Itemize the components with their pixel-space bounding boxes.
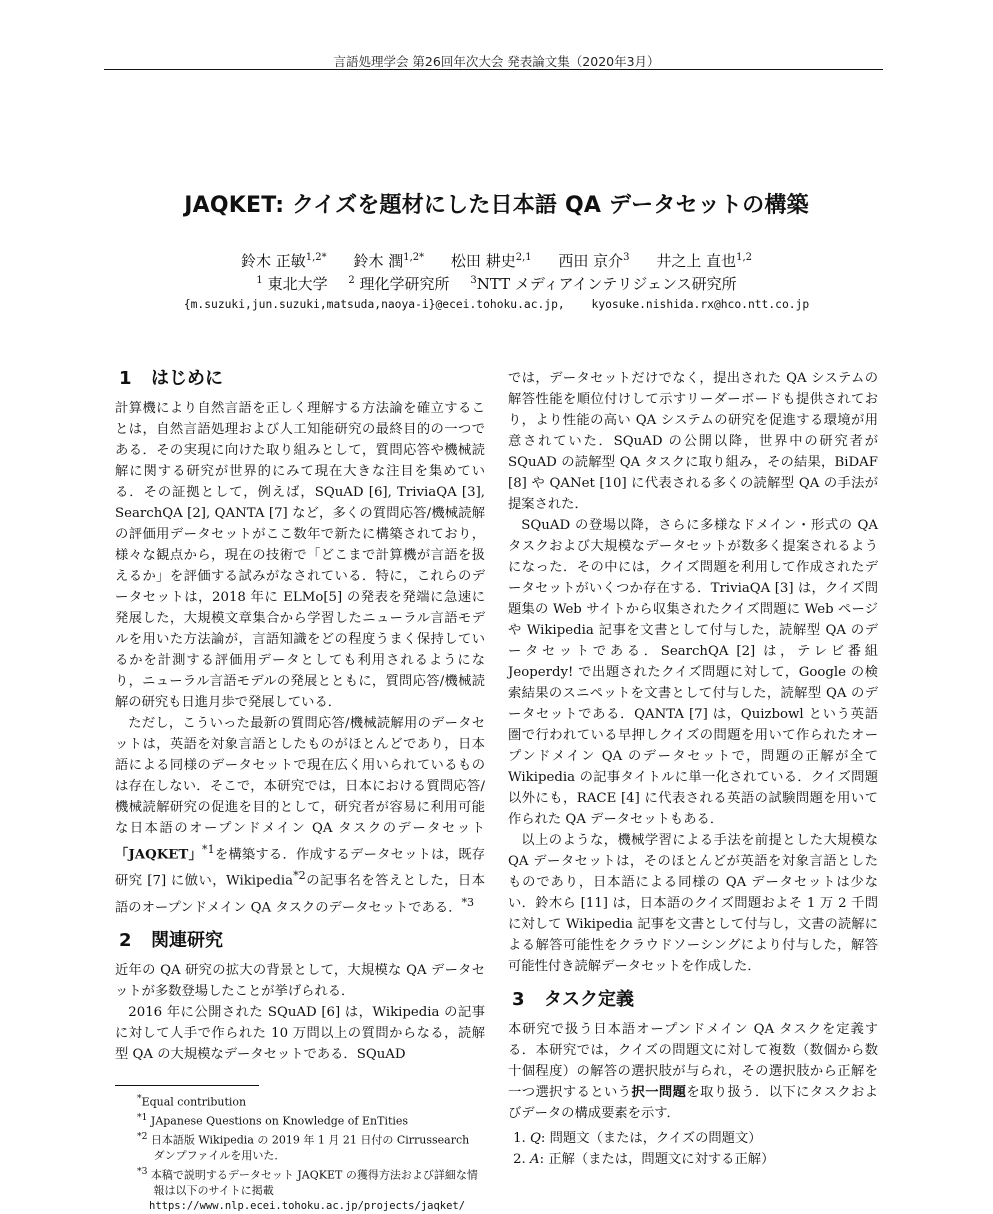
list-item: 1. Q: 問題文（または，クイズの問題文）	[530, 1128, 878, 1149]
paragraph: SQuAD の登場以降，さらに多様なドメイン・形式の QA タスクおよび大規模なデータセットが数多く提案されるようになった．その中には，クイズ問題を利用して作成されたデータセットがいくつか存在する．TriviaQA [3] は，クイズ問題集の Web サイトから収集されたクイズ問題に Web ページや Wikipedia 記事を文書として付与した，読解型 QA のデータセットである．SearchQA [2] は，テレビ番組 Jeoperdy! で出題されたクイズ問題に対して，Google の検索結果のスニペットを文書として付与した，読解型 QA のデータセットである．QANTA [7] は，Quizbowl という英語圏で行われている早押しクイズの問題を用いて作られたオープンドメイン QA のデータセットで，問題の正解が全て Wikipedia の記事タイトルに単一化されている．クイズ問題以外にも，RACE [4] に代表される英語の試験問題を用いて作られた QA データセットもある．	[508, 518, 878, 827]
email: {m.suzuki,jun.suzuki,matsuda,naoya-i}@ecei.tohoku.ac.jp,	[183, 298, 565, 311]
footnote: $^{*3}$ 本稿で説明するデータセット JAQKET の獲得方法および詳細な情報は以下のサイトに掲載	[137, 1165, 478, 1198]
dataset-name: 「JAQKET」	[115, 847, 203, 863]
paragraph: ただし，こういった最新の質問応答/機械読解用のデータセットは，英語を対象言語としたものがほとんどであり，日本語による同様のデータセットで現在広く用いられているものは存在しない．そこで，本研究では，日本における質問応答/機械読解研究の促進を目的として，研究者が容易に利用可能な日本語のオープンドメイン QA タスクのデータセット「JAQKET」$^{*1}$を構築する．作成するデータセットは，既存研究 [7] に倣い，Wikipedia$^{*2}$の記事名を答えとした，日本語のオープンドメイン QA タスクのデータセットである．$^{*3}$	[115, 716, 486, 916]
left-column	[115, 362, 485, 1065]
footnote: $^{*1}$ JApanese Questions on Knowledge of EnTities	[137, 1112, 409, 1128]
author: 鈴木 潤$^{1,2*}$	[353, 252, 425, 270]
paragraph: 近年の QA 研究の拡大の背景として，大規模な QA データセットが多数登場したことが挙げられる．	[115, 963, 485, 1000]
task-element-list	[508, 1128, 878, 1170]
email-line	[0, 298, 993, 311]
paragraph: 本研究で扱う日本語オープンドメイン QA タスクを定義する．本研究では，クイズの問題文に対して複数（数個から数十個程度）の解答の選択肢が与られ，その選択肢から正解を一つ選択するという択一問題を取り扱う．以下にタスクおよびデータの構成要素を示す．	[508, 1022, 879, 1121]
section-heading: 1 はじめに	[119, 368, 223, 389]
footnotes	[137, 1091, 482, 1214]
paragraph: 計算機により自然言語を正しく理解する方法論を確立することは，自然言語処理および人工知能研究の最終目的の一つである．その実現に向けた取り組みとして，質問応答や機械読解に関する研究が世界的にみて現在大きな注目を集めている．その証拠として，例えば，SQuAD [6], TriviaQA [3], SearchQA [2], QANTA [7] など，多くの質問応答/機械読解の評価用データセットがここ数年で新たに構築されており，様々な観点から，現在の技術で「どこまで計算機が言語を扱えるか」を評価する試みがなされている．特に，これらのデータセットは，2018 年に ELMo[5] の発表を発端に急速に発展した，大規模文章集合から学習したニューラル言語モデルを用いた方法論が，言語知識をどの程度うまく保持しているかを計測する評価用データとしても利用されるようになり，ニューラル言語モデルの発展とともに，質問応答/機械読解の研究も日進月歩で発展している．	[115, 401, 485, 710]
section-heading: 3 タスク定義	[512, 989, 634, 1010]
paper-title: JAQKET: クイズを題材にした日本語 QA データセットの構築	[184, 193, 809, 218]
email: kyosuke.nishida.rx@hco.ntt.co.jp	[591, 298, 810, 311]
footnote: *Equal contribution	[137, 1093, 247, 1109]
running-head: 言語処理学会 第26回年次大会 発表論文集（2020年3月）	[333, 54, 660, 69]
header-rule	[104, 69, 883, 70]
affiliation: $^3$NTT メディアインテリジェンス研究所	[470, 275, 737, 293]
paragraph: 2016 年に公開された SQuAD [6] は，Wikipedia の記事に対して人手で作られた 10 万問以上の質問からなる，読解型 QA の大規模なデータセットである．SQuAD	[115, 1005, 485, 1063]
footnote-url[interactable]: https://www.nlp.ecei.tohoku.ac.jp/projects/jaqket/	[149, 1199, 466, 1212]
author-list	[0, 250, 993, 271]
footnote-rule	[115, 1085, 259, 1086]
footnote: $^{*2}$ 日本語版 Wikipedia の 2019 年 1 月 21 日付の Cirrussearch ダンプファイルを用いた．	[137, 1131, 470, 1163]
affiliation-list	[0, 273, 993, 294]
emphasis: 択一問題	[631, 1085, 687, 1100]
author: 松田 耕史$^{2,1}$	[450, 252, 532, 270]
author: 井之上 直也$^{1,2}$	[656, 252, 753, 270]
section-heading: 2 関連研究	[119, 930, 223, 952]
right-column	[508, 368, 878, 1170]
affiliation: $^2$ 理化学研究所	[348, 275, 450, 293]
paragraph: では，データセットだけでなく，提出された QA システムの解答性能を順位付けして示すリーダーボードも提供されており，より性能の高い QA システムの研究を促進する環境が用意されていた．SQuAD の公開以降，世界中の研究者が SQuAD の読解型 QA タスクに取り組み，その結果，BiDAF [8] や QANet [10] に代表される多くの読解型 QA の手法が提案された．	[508, 371, 878, 512]
author: 西田 京介$^3$	[558, 252, 630, 270]
affiliation: $^1$ 東北大学	[256, 275, 328, 293]
paragraph: 以上のような，機械学習による手法を前提とした大規模な QA データセットは，そのほとんどが英語を対象言語としたものであり，日本語による同様の QA データセットは少ない．鈴木ら [11] は，日本語のクイズ問題およそ 1 万 2 千問に対して Wikipedia 記事を文書として付与し，文書の読解による解答可能性をクラウドソーシングにより付与した，解答可能性付き読解データセットを作成した．	[508, 833, 878, 974]
author: 鈴木 正敏$^{1,2*}$	[240, 252, 327, 270]
list-item: 2. A: 正解（または，問題文に対する正解）	[530, 1149, 878, 1170]
